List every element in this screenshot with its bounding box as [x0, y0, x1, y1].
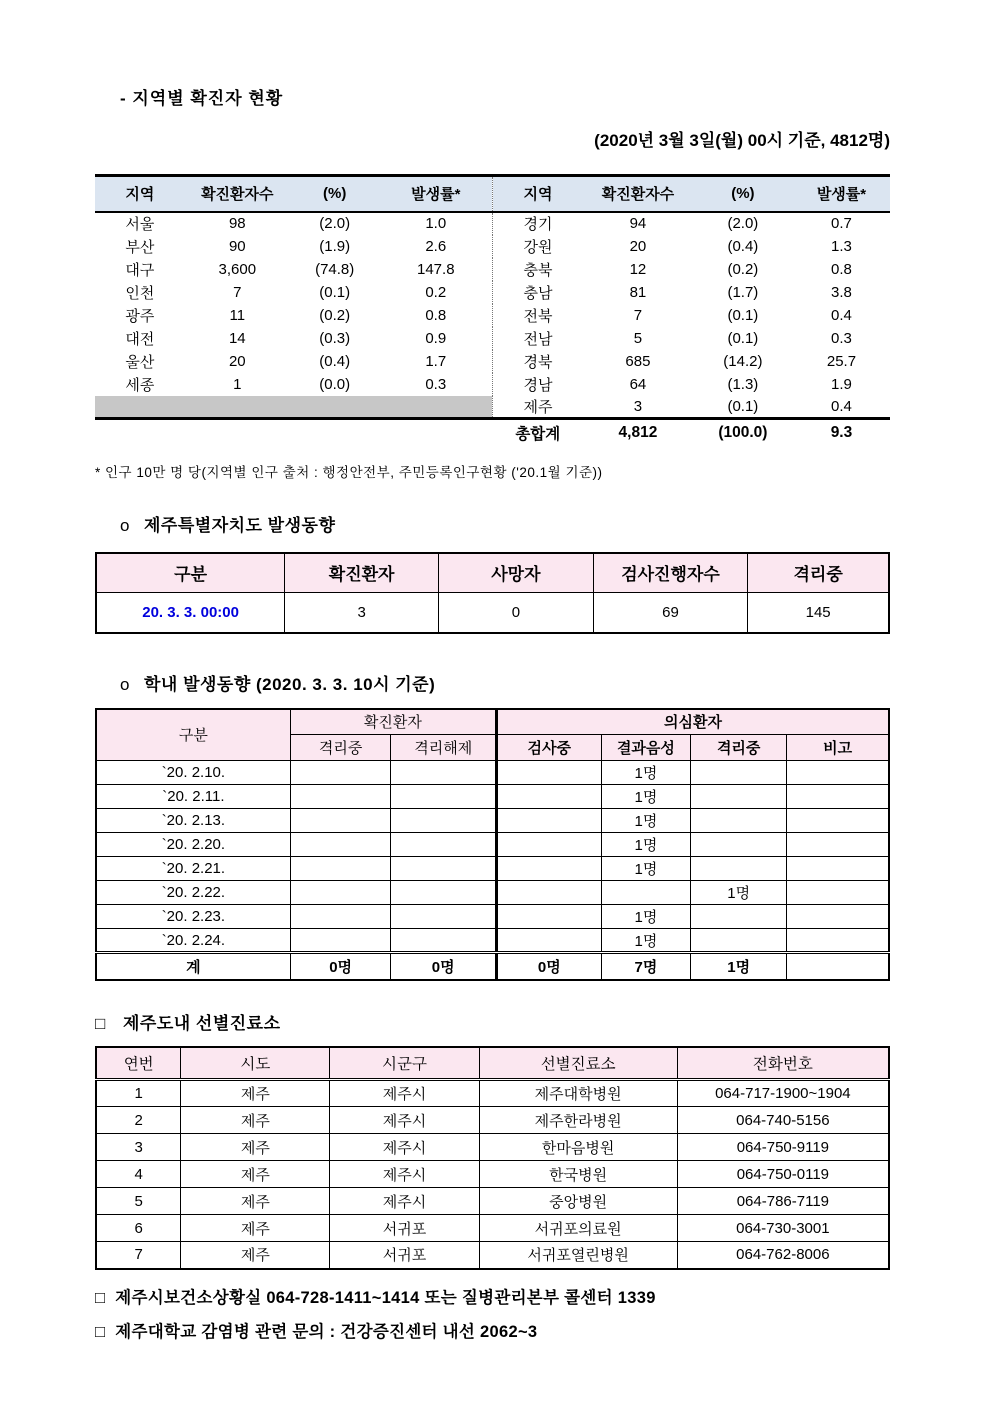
status-date-cell: 20. 3. 3. 00:00 — [96, 593, 285, 633]
deaths-cell: 0 — [439, 593, 594, 633]
group-header-confirmed: 확진환자 — [290, 709, 496, 735]
quarantine2-cell — [691, 857, 787, 881]
col-header-deaths: 사망자 — [439, 553, 594, 593]
campus-table — [95, 708, 890, 981]
date-cell: `20. 2.22. — [96, 881, 290, 905]
released-cell — [391, 809, 496, 833]
region-cell: 경남 — [523, 376, 553, 394]
testing-cell — [496, 785, 601, 809]
campus-table-row — [96, 785, 889, 809]
clinic-table-row — [96, 1215, 889, 1242]
total-rate: 9.3 — [830, 424, 853, 442]
col-header-confirmed: 확진환자 — [285, 553, 439, 593]
region-cell: 인천 — [125, 284, 155, 302]
pct-cell: (0.1) — [727, 306, 759, 324]
region-table-row — [95, 373, 890, 396]
population-footnote: * 인구 10만 명 당(지역별 인구 출처 : 행정안전부, 주민등록인구현황 ('20.1월 기준)) — [95, 464, 603, 480]
count-cell: 1 — [233, 375, 242, 393]
count-cell: 7 — [233, 283, 242, 301]
testing-cell — [496, 929, 601, 953]
total-label: 계 — [96, 953, 290, 980]
region-table-row — [95, 304, 890, 327]
contact-text: 제주대학교 감염병 관련 문의 : 건강증진센터 내선 2062~3 — [115, 1322, 538, 1341]
circle-bullet: o — [120, 674, 130, 694]
phone-cell: 064-750-9119 — [677, 1134, 889, 1161]
date-cell: `20. 2.24. — [96, 929, 290, 953]
campus-total-row — [96, 953, 889, 980]
no-cell: 1 — [96, 1080, 181, 1107]
col-header-clinic: 선별진료소 — [479, 1047, 677, 1080]
count-cell: 81 — [629, 283, 647, 301]
col-header-testing: 검사중 — [496, 735, 601, 761]
region-cell: 강원 — [523, 238, 553, 256]
pct-cell: (1.7) — [727, 283, 759, 301]
region-table-row — [95, 327, 890, 350]
quarantine2-cell — [691, 761, 787, 785]
col-header-quarantine: 격리중 — [290, 735, 391, 761]
negative-cell: 1명 — [601, 785, 691, 809]
released-cell — [391, 785, 496, 809]
col-header-pct: (%) — [693, 176, 793, 212]
quarantine2-cell — [691, 785, 787, 809]
remarks-cell — [787, 929, 889, 953]
quarantine-cell — [290, 905, 391, 929]
released-cell — [391, 833, 496, 857]
released-cell — [391, 905, 496, 929]
region-cell: 제주 — [492, 396, 583, 419]
count-cell: 94 — [629, 215, 647, 232]
rate-cell: 2.6 — [380, 235, 493, 258]
region-table-row — [95, 281, 890, 304]
clinic-table-row — [96, 1107, 889, 1134]
quarantine-cell: 145 — [748, 593, 889, 633]
city-cell: 제주시 — [330, 1080, 479, 1107]
campus-table-row — [96, 833, 889, 857]
total-count: 4,812 — [618, 424, 658, 442]
region-table-header-row — [95, 176, 890, 212]
region-cell: 충북 — [523, 261, 553, 279]
date-cell: `20. 2.23. — [96, 905, 290, 929]
region-table-row — [95, 235, 890, 258]
quarantine-cell — [290, 809, 391, 833]
rate-cell: 0.7 — [831, 215, 852, 232]
total-negative: 7명 — [601, 953, 691, 980]
quarantine2-cell — [691, 929, 787, 953]
contact-line-university — [95, 1318, 890, 1342]
rate-cell: 1.9 — [831, 375, 852, 393]
remarks-cell — [787, 881, 889, 905]
pct-cell: (1.9) — [319, 237, 351, 255]
clinic-table-row — [96, 1134, 889, 1161]
no-cell: 5 — [96, 1188, 181, 1215]
region-cell: 전남 — [523, 330, 553, 348]
col-header-rate: 발생률* — [793, 176, 890, 212]
rate-cell: 0.8 — [831, 260, 852, 278]
negative-cell: 1명 — [601, 833, 691, 857]
quarantine2-cell — [691, 809, 787, 833]
region-cell: 대구 — [125, 261, 155, 279]
count-cell: 3,600 — [218, 260, 257, 278]
quarantine2-cell — [691, 905, 787, 929]
negative-cell: 1명 — [601, 929, 691, 953]
clinic-name-cell: 서귀포열린병원 — [479, 1242, 677, 1269]
region-cell: 경북 — [523, 353, 553, 371]
rate-cell: 3.8 — [831, 283, 852, 301]
city-cell: 제주시 — [330, 1107, 479, 1134]
province-cell: 제주 — [181, 1080, 330, 1107]
remarks-cell — [787, 809, 889, 833]
city-cell: 제주시 — [330, 1134, 479, 1161]
rate-cell: 1.3 — [831, 237, 852, 255]
count-cell: 90 — [228, 237, 246, 255]
pct-cell: (2.0) — [319, 215, 351, 232]
report-basis-date: (2020년 3월 3일(월) 00시 기준, 4812명) — [594, 131, 890, 150]
city-cell: 제주시 — [330, 1188, 479, 1215]
phone-cell: 064-730-3001 — [677, 1215, 889, 1242]
col-header-negative: 결과음성 — [601, 735, 691, 761]
pct-cell: (0.2) — [319, 306, 351, 324]
campus-header-row-1 — [96, 709, 889, 735]
clinic-name-cell: 한마음병원 — [479, 1134, 677, 1161]
no-cell: 2 — [96, 1107, 181, 1134]
province-cell: 제주 — [181, 1215, 330, 1242]
no-cell: 3 — [96, 1134, 181, 1161]
region-cell: 광주 — [125, 307, 155, 325]
count-cell: 20 — [629, 237, 647, 255]
circle-bullet: o — [120, 515, 130, 535]
phone-cell: 064-786-7119 — [677, 1188, 889, 1215]
clinic-header-row — [96, 1047, 889, 1080]
quarantine-cell — [290, 857, 391, 881]
clinic-table-row — [96, 1188, 889, 1215]
pct-cell: (74.8) — [315, 260, 355, 278]
negative-cell — [601, 881, 691, 905]
region-cell: 세종 — [125, 376, 155, 394]
no-cell: 6 — [96, 1215, 181, 1242]
pct-cell: (0.1) — [727, 329, 759, 347]
pct-cell: (0.1) — [319, 283, 351, 301]
spacer-cell — [95, 419, 492, 447]
clinic-name-cell: 한국병원 — [479, 1161, 677, 1188]
campus-table-row — [96, 881, 889, 905]
total-label: 총합계 — [515, 426, 561, 444]
total-remarks — [787, 953, 889, 980]
testing-cell — [496, 761, 601, 785]
count-cell: 7 — [633, 306, 643, 324]
region-cell: 서울 — [125, 216, 155, 233]
clinic-name-cell: 제주대학병원 — [479, 1080, 677, 1107]
col-header-province: 시도 — [181, 1047, 330, 1080]
campus-table-row — [96, 761, 889, 785]
pct-cell: (0.4) — [727, 237, 759, 255]
date-cell: `20. 2.20. — [96, 833, 290, 857]
testing-cell — [496, 857, 601, 881]
rate-cell: 1.7 — [380, 350, 493, 373]
empty-gray-cell — [95, 396, 492, 419]
region-table-last-row — [95, 396, 890, 419]
region-table — [95, 174, 890, 447]
col-header-quarantine: 격리중 — [748, 553, 889, 593]
quarantine-cell — [290, 929, 391, 953]
square-bullet: □ — [95, 1013, 106, 1033]
col-header-rate: 발생률* — [380, 176, 493, 212]
date-cell: `20. 2.21. — [96, 857, 290, 881]
region-cell: 충남 — [523, 284, 553, 302]
total-quarantine2: 1명 — [691, 953, 787, 980]
quarantine-cell — [290, 881, 391, 905]
section-heading-clinics — [95, 1009, 890, 1034]
region-cell: 전북 — [523, 307, 553, 325]
contact-text: 제주시보건소상황실 064-728-1411~1414 또는 질병관리본부 콜센터 1339 — [115, 1288, 656, 1307]
pct-cell: (1.3) — [727, 375, 759, 393]
province-cell: 제주 — [181, 1161, 330, 1188]
count-cell: 14 — [228, 329, 246, 347]
phone-cell: 064-740-5156 — [677, 1107, 889, 1134]
clinic-name-cell: 중앙병원 — [479, 1188, 677, 1215]
col-header-quarantine2: 격리중 — [691, 735, 787, 761]
negative-cell: 1명 — [601, 761, 691, 785]
rate-cell: 25.7 — [826, 352, 857, 370]
region-table-row — [95, 350, 890, 373]
rate-cell: 0.8 — [380, 304, 493, 327]
rate-cell: 0.3 — [380, 373, 493, 396]
section-heading-text: 제주특별자치도 발생동향 — [144, 515, 336, 535]
col-header-released: 격리해제 — [391, 735, 496, 761]
region-cell: 경기 — [523, 216, 553, 233]
col-header-confirmed: 확진환자수 — [185, 176, 290, 212]
date-cell: `20. 2.11. — [96, 785, 290, 809]
campus-table-row — [96, 905, 889, 929]
section-heading-text: 제주도내 선별진료소 — [123, 1013, 281, 1033]
pct-cell: (0.2) — [727, 260, 759, 278]
testing-cell — [496, 809, 601, 833]
no-cell: 7 — [96, 1242, 181, 1269]
clinic-name-cell: 서귀포의료원 — [479, 1215, 677, 1242]
remarks-cell — [787, 905, 889, 929]
rate-cell: 0.4 — [831, 306, 852, 324]
count-cell: 98 — [228, 215, 246, 232]
remarks-cell — [787, 785, 889, 809]
phone-cell: 064-750-0119 — [677, 1161, 889, 1188]
group-header-suspected: 의심환자 — [496, 709, 889, 735]
section-heading-campus — [95, 670, 890, 695]
col-header-region: 지역 — [95, 176, 185, 212]
released-cell — [391, 761, 496, 785]
pct-cell: (0.4) — [319, 352, 351, 370]
date-cell: `20. 2.13. — [96, 809, 290, 833]
section-heading-text: 학내 발생동향 (2020. 3. 3. 10시 기준) — [144, 674, 436, 694]
province-cell: 제주 — [181, 1188, 330, 1215]
region-cell: 울산 — [125, 353, 155, 371]
negative-cell: 1명 — [601, 857, 691, 881]
clinic-name-cell: 제주한라병원 — [479, 1107, 677, 1134]
remarks-cell — [787, 761, 889, 785]
rate-cell: 0.4 — [793, 396, 890, 419]
region-table-row — [95, 258, 890, 281]
confirmed-cell: 3 — [285, 593, 439, 633]
region-total-row — [95, 419, 890, 447]
count-cell: 20 — [228, 352, 246, 370]
section-heading-jeju-status — [95, 511, 890, 536]
col-header-phone: 전화번호 — [677, 1047, 889, 1080]
phone-cell: 064-717-1900~1904 — [677, 1080, 889, 1107]
col-header-testing: 검사진행자수 — [593, 553, 748, 593]
rate-cell: 1.0 — [380, 212, 493, 235]
col-header-city: 시군구 — [330, 1047, 479, 1080]
pct-cell: (0.0) — [319, 375, 351, 393]
count-cell: 3 — [583, 396, 693, 419]
no-cell: 4 — [96, 1161, 181, 1188]
clinic-table — [95, 1046, 890, 1270]
province-cell: 제주 — [181, 1242, 330, 1269]
square-bullet: □ — [95, 1322, 106, 1341]
rate-cell: 147.8 — [380, 258, 493, 281]
pct-cell: (0.3) — [319, 329, 351, 347]
remarks-cell — [787, 833, 889, 857]
total-pct: (100.0) — [718, 424, 768, 442]
count-cell: 12 — [629, 260, 647, 278]
region-cell: 대전 — [125, 330, 155, 348]
remarks-cell — [787, 857, 889, 881]
jeju-status-table — [95, 552, 890, 634]
contact-line-health-center — [95, 1284, 890, 1308]
testing-cell: 69 — [593, 593, 748, 633]
negative-cell: 1명 — [601, 809, 691, 833]
campus-table-row — [96, 857, 889, 881]
rate-cell: 0.9 — [380, 327, 493, 350]
testing-cell — [496, 833, 601, 857]
count-cell: 5 — [633, 329, 643, 347]
col-header-gubun: 구분 — [96, 709, 290, 761]
negative-cell: 1명 — [601, 905, 691, 929]
region-cell: 부산 — [125, 238, 155, 256]
quarantine-cell — [290, 785, 391, 809]
testing-cell — [496, 881, 601, 905]
province-cell: 제주 — [181, 1134, 330, 1161]
col-header-gubun: 구분 — [96, 553, 285, 593]
phone-cell: 064-762-8006 — [677, 1242, 889, 1269]
pct-cell: (14.2) — [723, 352, 763, 370]
total-testing: 0명 — [496, 953, 601, 980]
testing-cell — [496, 905, 601, 929]
col-header-region: 지역 — [492, 176, 583, 212]
pct-cell: (2.0) — [727, 215, 759, 232]
total-released: 0명 — [391, 953, 496, 980]
rate-cell: 0.3 — [831, 329, 852, 347]
released-cell — [391, 881, 496, 905]
released-cell — [391, 929, 496, 953]
city-cell: 제주시 — [330, 1161, 479, 1188]
date-cell: `20. 2.10. — [96, 761, 290, 785]
col-header-remarks: 비고 — [787, 735, 889, 761]
col-header-confirmed: 확진환자수 — [583, 176, 693, 212]
region-table-row — [95, 212, 890, 235]
count-cell: 64 — [629, 375, 647, 393]
city-cell: 서귀포 — [330, 1215, 479, 1242]
province-cell: 제주 — [181, 1107, 330, 1134]
clinic-table-row — [96, 1161, 889, 1188]
col-header-no: 연번 — [96, 1047, 181, 1080]
count-cell: 11 — [229, 306, 246, 324]
quarantine-cell — [290, 833, 391, 857]
rate-cell: 0.2 — [380, 281, 493, 304]
quarantine-cell — [290, 761, 391, 785]
quarantine2-cell: 1명 — [691, 881, 787, 905]
campus-table-row — [96, 929, 889, 953]
jeju-status-data-row — [96, 593, 889, 633]
total-quarantine: 0명 — [290, 953, 391, 980]
page-title: - 지역별 확진자 현황 — [120, 89, 284, 108]
clinic-table-row — [96, 1080, 889, 1107]
quarantine2-cell — [691, 833, 787, 857]
city-cell: 서귀포 — [330, 1242, 479, 1269]
pct-cell: (0.1) — [693, 396, 793, 419]
col-header-pct: (%) — [290, 176, 380, 212]
released-cell — [391, 857, 496, 881]
clinic-table-row — [96, 1242, 889, 1269]
square-bullet: □ — [95, 1288, 106, 1307]
count-cell: 685 — [625, 352, 651, 370]
jeju-status-header-row — [96, 553, 889, 593]
campus-table-row — [96, 809, 889, 833]
